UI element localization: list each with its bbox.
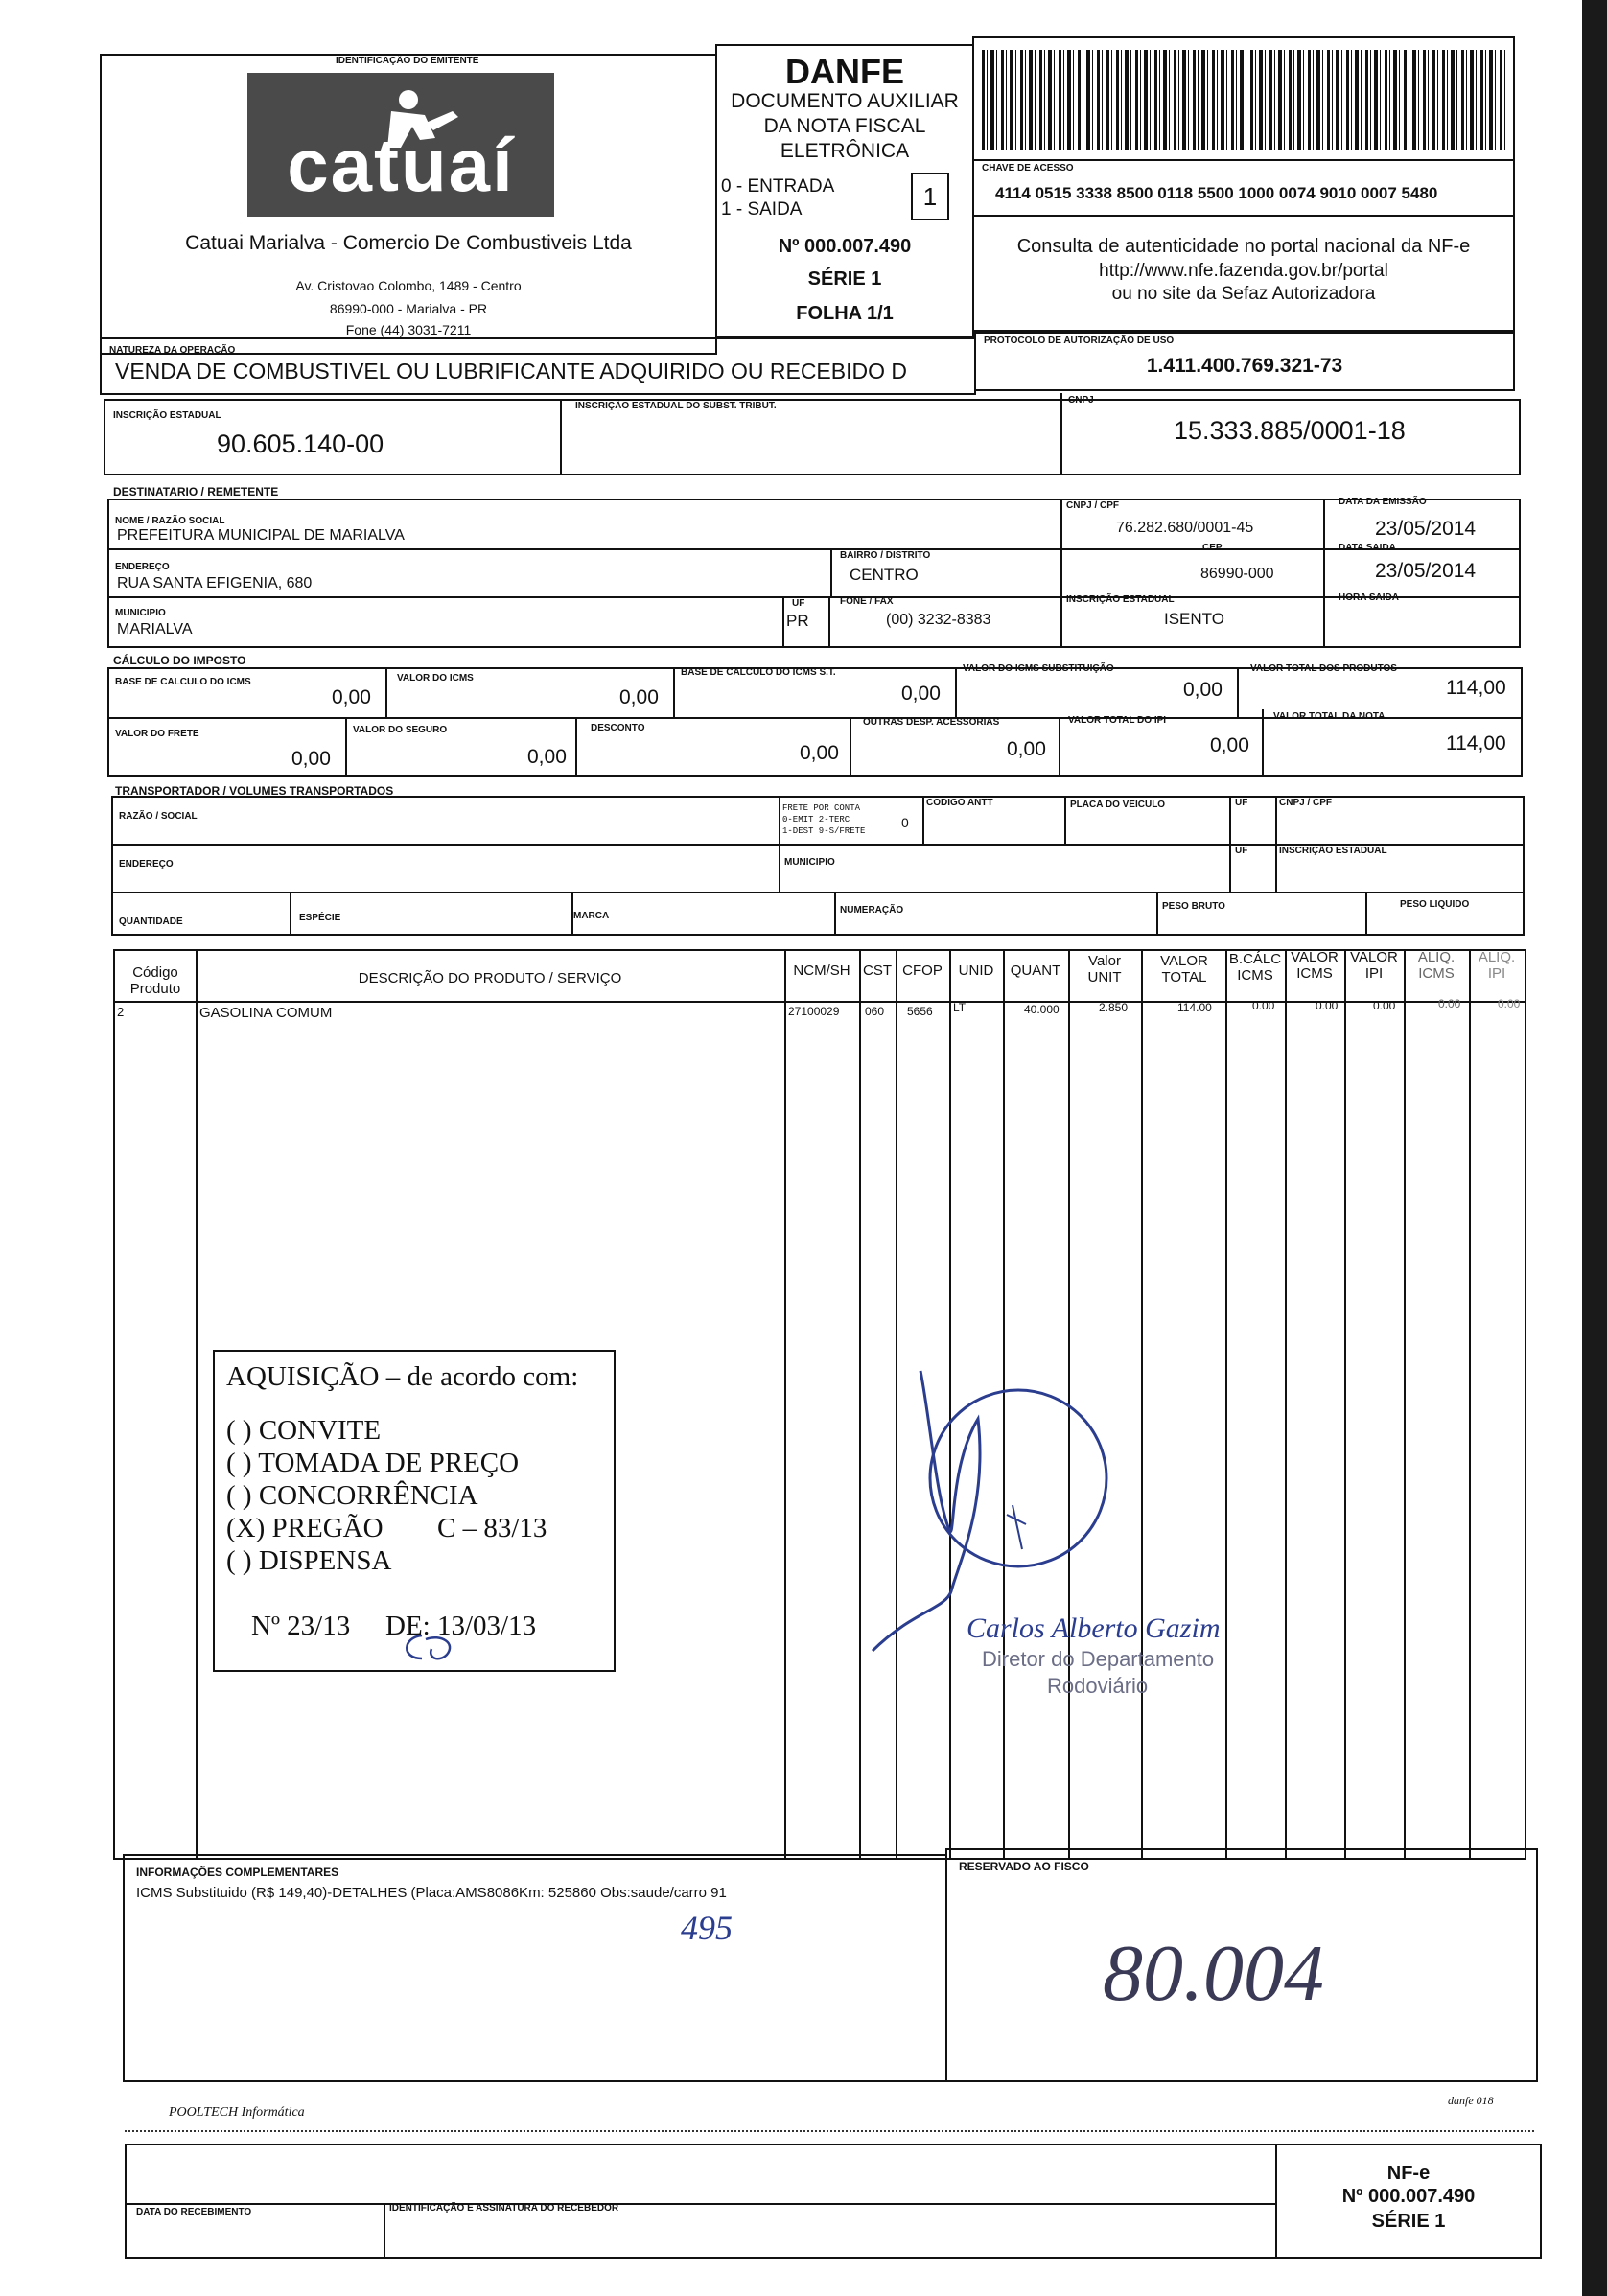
fisco-label: RESERVADO AO FISCO xyxy=(959,1860,1089,1873)
destinatario-box xyxy=(107,499,1521,648)
imp-col-8 xyxy=(1059,717,1060,777)
identificacao-label: IDENTIFICAÇÃO E ASSINATURA DO RECEBEDOR xyxy=(389,2203,619,2214)
razao-label: RAZÃO / SOCIAL xyxy=(119,811,198,822)
transp-col-frete xyxy=(779,796,780,892)
dest-emissao-label: DATA DA EMISSÃO xyxy=(1339,497,1427,507)
imp-col-2 xyxy=(673,667,675,717)
produtos-header-line xyxy=(113,1001,1526,1003)
transportador-section-label: TRANSPORTADOR / VOLUMES TRANSPORTADOS xyxy=(115,784,394,798)
row-codigo: 2 xyxy=(117,1005,125,1019)
icms-label: VALOR DO ICMS xyxy=(397,673,474,684)
frete-conta-2: 0-EMIT 2-TERC xyxy=(782,815,850,824)
transp-col-cnpj xyxy=(1275,796,1277,892)
imp-col-4 xyxy=(1237,667,1239,717)
dest-bairro: CENTRO xyxy=(850,566,919,584)
bc-icms-label: BASE DE CALCULO DO ICMS xyxy=(115,677,251,687)
recebimento-label: DATA DO RECEBIMENTO xyxy=(136,2207,252,2217)
col-header-ncm: NCM/SH xyxy=(793,962,850,979)
cnpj-value: 15.333.885/0001-18 xyxy=(1174,416,1406,445)
row-unid: LT xyxy=(953,1001,967,1014)
consulta-line-2: http://www.nfe.fazenda.gov.br/portal xyxy=(1099,261,1388,281)
col-header-cfop: CFOP xyxy=(902,962,943,979)
dest-cnpj-label: CNPJ / CPF xyxy=(1066,500,1120,511)
dest-saida-label: DATA SAIDA xyxy=(1339,543,1396,553)
emitente-cep-city: 86990-000 - Marialva - PR xyxy=(329,301,488,316)
row-cfop: 5656 xyxy=(907,1005,933,1018)
transp-col-num xyxy=(834,892,836,936)
transp-ie-label: INSCRIÇÃO ESTADUAL xyxy=(1279,846,1387,856)
aquisicao-stamp xyxy=(213,1350,616,1672)
nota-label: VALOR TOTAL DA NOTA xyxy=(1273,711,1386,722)
dest-ie-label: INSCRIÇÃO ESTADUAL xyxy=(1066,594,1175,605)
transp-col-especie xyxy=(290,892,291,936)
cnpj-label: CNPJ xyxy=(1068,395,1094,406)
row-aicms: 0.00 xyxy=(1438,997,1461,1010)
transp-col-placa xyxy=(1064,796,1066,844)
icms-st: 0,00 xyxy=(1183,679,1223,701)
dest-uf: PR xyxy=(786,612,809,630)
imp-col-9 xyxy=(1262,709,1264,777)
danfe-saida: 1 - SAIDA xyxy=(721,199,803,220)
chave-divider-2 xyxy=(972,215,1515,217)
imp-col-5 xyxy=(345,717,347,777)
row-descricao: GASOLINA COMUM xyxy=(199,1005,333,1021)
chave-label: CHAVE DE ACESSO xyxy=(982,163,1074,174)
row-aipi: 0.00 xyxy=(1498,997,1521,1010)
prod-col-ncm xyxy=(784,949,786,1860)
col-header-bcalc: B.CÁLC ICMS xyxy=(1228,951,1282,984)
col-header-quant: QUANT xyxy=(1010,962,1061,979)
fisco-hand-total: 80.004 xyxy=(1103,1929,1324,2018)
transp-col-liq xyxy=(1365,892,1367,936)
transp-municipio-label: MUNICIPIO xyxy=(784,857,835,868)
dest-col-uf xyxy=(782,596,784,648)
cut-line xyxy=(125,2130,1534,2132)
col-header-codigo: Código Produto xyxy=(129,964,181,997)
dest-col-fone xyxy=(828,596,830,648)
icms: 0,00 xyxy=(619,686,659,708)
danfe-subtitle-2: DA NOTA FISCAL xyxy=(763,115,926,137)
danfe-tipo: 1 xyxy=(922,182,938,211)
emitente-name: Catuai Marialva - Comercio De Combustiveis Ltda xyxy=(185,232,632,254)
dest-uf-label: UF xyxy=(792,598,805,609)
canhoto-row xyxy=(125,2203,1275,2205)
frete-conta-val: 0 xyxy=(901,815,909,830)
dest-nome-label: NOME / RAZÃO SOCIAL xyxy=(115,516,225,526)
dest-hora-label: HORA SAIDA xyxy=(1339,592,1399,603)
imp-col-1 xyxy=(385,667,387,717)
inscricoes-div-1 xyxy=(560,399,562,475)
dest-col-date xyxy=(1323,499,1325,648)
info-text: ICMS Substituido (R$ 149,40)-DETALHES (Placa:AMS8086Km: 525860 Obs:saude/carro 91 xyxy=(136,1885,727,1901)
col-header-descricao: DESCRIÇÃO DO PRODUTO / SERVIÇO xyxy=(358,970,622,986)
col-header-vicms: VALOR ICMS xyxy=(1291,949,1339,982)
col-header-vunit: Valor UNIT xyxy=(1087,953,1122,986)
canhoto-col-2 xyxy=(384,2203,385,2259)
canhoto-serie: SÉRIE 1 xyxy=(1371,2211,1446,2232)
produtos-label: VALOR TOTAL DOS PRODUTOS xyxy=(1250,663,1397,674)
col-header-cst: CST xyxy=(863,962,892,979)
seguro: 0,00 xyxy=(527,746,567,768)
consulta-line-1: Consulta de autenticidade no portal nacional da NF-e xyxy=(1016,236,1471,257)
stamp-concorrencia: ( ) CONCORRÊNCIA xyxy=(226,1480,478,1511)
stamp-num: Nº 23/13 xyxy=(251,1611,351,1641)
chave-divider xyxy=(972,159,1515,161)
danfe-title: DANFE xyxy=(785,52,904,91)
prod-col-vipi xyxy=(1344,949,1346,1860)
dest-fone: (00) 3232-8383 xyxy=(886,612,991,628)
bc-icms: 0,00 xyxy=(332,686,371,708)
row-cst: 060 xyxy=(865,1005,885,1018)
prod-col-aipi xyxy=(1469,949,1471,1860)
protocolo-value: 1.411.400.769.321-73 xyxy=(1146,355,1343,377)
ie-value: 90.605.140-00 xyxy=(217,429,384,458)
stamp-dispensa: ( ) DISPENSA xyxy=(226,1545,392,1576)
ie-label: INSCRIÇÃO ESTADUAL xyxy=(113,410,221,421)
chave-value: 4114 0515 3338 8500 0118 5500 1000 0074 9010 0007 5480 xyxy=(995,184,1438,202)
dest-col-cnpj xyxy=(1060,499,1062,648)
transp-col-uf xyxy=(1229,796,1231,892)
dest-nome: PREFEITURA MUNICIPAL DE MARIALVA xyxy=(117,527,405,544)
icms-st-label: VALOR DO ICMS SUBSTITUIÇÃO xyxy=(963,663,1114,674)
col-header-unid: UNID xyxy=(958,962,994,979)
frete-conta-3: 1-DEST 9-S/FRETE xyxy=(782,826,866,836)
seguro-label: VALOR DO SEGURO xyxy=(353,725,448,735)
row-vunit: 2.850 xyxy=(1099,1001,1129,1014)
dest-endereco: RUA SANTA EFIGENIA, 680 xyxy=(117,575,313,591)
marca-label: MARCA xyxy=(573,911,610,921)
frete-label: VALOR DO FRETE xyxy=(115,729,199,739)
dest-municipio: MARIALVA xyxy=(117,621,193,638)
logo-text: catuaí xyxy=(287,123,515,207)
transp-col-antt xyxy=(922,796,924,844)
dest-endereco-label: ENDEREÇO xyxy=(115,562,170,572)
natureza-value: VENDA DE COMBUSTIVEL OU LUBRIFICANTE ADQUIRIDO OU RECEBIDO D xyxy=(115,359,908,383)
transp-col-bruto xyxy=(1156,892,1158,936)
emitente-address: Av. Cristovao Colombo, 1489 - Centro xyxy=(295,278,522,293)
canhoto-numero: Nº 000.007.490 xyxy=(1341,2186,1476,2207)
danfe-folha: FOLHA 1/1 xyxy=(796,303,894,324)
antt-label: CODIGO ANTT xyxy=(926,798,993,808)
outras: 0,00 xyxy=(1007,738,1046,760)
transp-uf-label: UF xyxy=(1235,798,1248,808)
stamp-title: AQUISIÇÃO – de acordo com: xyxy=(226,1361,579,1392)
consulta-line-3: ou no site da Sefaz Autorizadora xyxy=(1111,284,1376,304)
emitente-phone: Fone (44) 3031-7211 xyxy=(345,322,472,337)
frete-conta-1: FRETE POR CONTA xyxy=(782,803,861,813)
ipi: 0,00 xyxy=(1210,734,1249,756)
nota-total: 114,00 xyxy=(1446,732,1506,754)
transp-uf2-label: UF xyxy=(1235,846,1248,856)
row-ncm: 27100029 xyxy=(788,1005,840,1018)
outras-label: OUTRAS DESP. ACESSORIAS xyxy=(863,717,1000,728)
danfe-entrada: 0 - ENTRADA xyxy=(721,176,835,197)
imp-col-3 xyxy=(955,667,957,717)
col-header-vipi: VALOR IPI xyxy=(1350,949,1398,982)
canhoto-nfe: NF-e xyxy=(1386,2163,1431,2184)
bc-st: 0,00 xyxy=(901,683,941,705)
imp-col-7 xyxy=(850,717,851,777)
dest-municipio-label: MUNICIPIO xyxy=(115,608,166,618)
prod-col-bcalc xyxy=(1225,949,1227,1860)
imposto-section-label: CÁLCULO DO IMPOSTO xyxy=(113,654,246,667)
dest-row-div-1 xyxy=(107,548,1521,550)
info-label: INFORMAÇÕES COMPLEMENTARES xyxy=(136,1866,339,1879)
prod-col-aicms xyxy=(1404,949,1406,1860)
desconto-label: DESCONTO xyxy=(591,723,645,733)
inscricoes-div-2 xyxy=(1060,393,1062,475)
bc-st-label: BASE DE CALCULO DO ICMS S.T. xyxy=(681,667,836,678)
transp-cnpj-label: CNPJ / CPF xyxy=(1279,798,1333,808)
row-vicms: 0.00 xyxy=(1316,999,1339,1012)
especie-label: ESPÉCIE xyxy=(299,913,341,923)
danfe-serie: SÉRIE 1 xyxy=(807,268,882,290)
dest-saida: 23/05/2014 xyxy=(1375,560,1477,582)
dest-row-div-2 xyxy=(107,596,1521,598)
stamp-date: DE: 13/03/13 xyxy=(385,1611,537,1641)
frete: 0,00 xyxy=(291,748,331,770)
signature-role: Diretor do Departamento xyxy=(982,1647,1215,1671)
danfe-subtitle-3: ELETRÔNICA xyxy=(780,140,910,162)
peso-bruto-label: PESO BRUTO xyxy=(1162,901,1225,912)
footer-software: POOLTECH Informática xyxy=(169,2105,305,2120)
col-header-vtotal: VALOR TOTAL xyxy=(1160,953,1208,986)
dest-fone-label: FONE / FAX xyxy=(840,596,894,607)
row-vipi: 0.00 xyxy=(1373,999,1396,1012)
col-header-aicms: ALIQ. ICMS xyxy=(1417,949,1456,982)
signature-name: Carlos Alberto Gazim xyxy=(967,1612,1221,1644)
natureza-label: NATUREZA DA OPERAÇÃO xyxy=(109,345,236,356)
emitente-section-label: IDENTIFICAÇÃO DO EMITENTE xyxy=(336,56,479,66)
scan-edge xyxy=(1582,0,1607,2296)
ie-st-label: INSCRIÇÃO ESTADUAL DO SUBST. TRIBUT. xyxy=(575,401,777,411)
transp-row-2 xyxy=(111,892,1525,893)
danfe-numero: Nº 000.007.490 xyxy=(778,236,912,257)
stamp-convite: ( ) CONVITE xyxy=(226,1415,382,1446)
stamp-initials xyxy=(393,1630,470,1668)
prod-col-desc xyxy=(196,949,198,1860)
prod-col-vicms xyxy=(1285,949,1287,1860)
desconto: 0,00 xyxy=(800,742,839,764)
stamp-tomada: ( ) TOMADA DE PREÇO xyxy=(226,1448,520,1478)
peso-liq-label: PESO LIQUIDO xyxy=(1400,899,1470,910)
dest-emissao: 23/05/2014 xyxy=(1375,518,1477,540)
numeracao-label: NUMERAÇÃO xyxy=(840,905,904,916)
stamp-pregao: (X) PREGÃO xyxy=(226,1513,384,1543)
footer-danfe-version: danfe 018 xyxy=(1448,2094,1494,2107)
dest-ie: ISENTO xyxy=(1164,610,1224,628)
info-hand-number: 495 xyxy=(681,1909,733,1947)
signature-role-2: Rodoviário xyxy=(1047,1674,1149,1698)
dest-bairro-label: BAIRRO / DISTRITO xyxy=(840,550,931,561)
danfe-subtitle-1: DOCUMENTO AUXILIAR xyxy=(731,90,959,112)
qtd-label: QUANTIDADE xyxy=(119,916,183,927)
dest-cnpj: 76.282.680/0001-45 xyxy=(1116,520,1254,536)
dest-cep: 86990-000 xyxy=(1200,566,1274,582)
transp-endereco-label: ENDEREÇO xyxy=(119,859,174,870)
dest-cep-label: CEP xyxy=(1202,543,1223,553)
row-quant: 40.000 xyxy=(1024,1003,1060,1016)
stamp-pregao-ref: C – 83/13 xyxy=(437,1513,547,1543)
col-header-aipi: ALIQ. IPI xyxy=(1478,949,1516,982)
barcode xyxy=(982,50,1507,150)
row-vtotal: 114.00 xyxy=(1177,1001,1212,1014)
row-bcalc: 0.00 xyxy=(1252,999,1275,1012)
produtos-total: 114,00 xyxy=(1446,677,1506,699)
destinatario-section-label: DESTINATARIO / REMETENTE xyxy=(113,485,279,499)
protocolo-label: PROTOCOLO DE AUTORIZAÇÃO DE USO xyxy=(984,336,1175,346)
dest-col-bairro xyxy=(830,548,832,596)
catuai-logo xyxy=(247,73,554,217)
imp-col-6 xyxy=(575,717,577,777)
ipi-label: VALOR TOTAL DO IPI xyxy=(1068,715,1167,726)
placa-label: PLACA DO VEICULO xyxy=(1070,800,1166,810)
